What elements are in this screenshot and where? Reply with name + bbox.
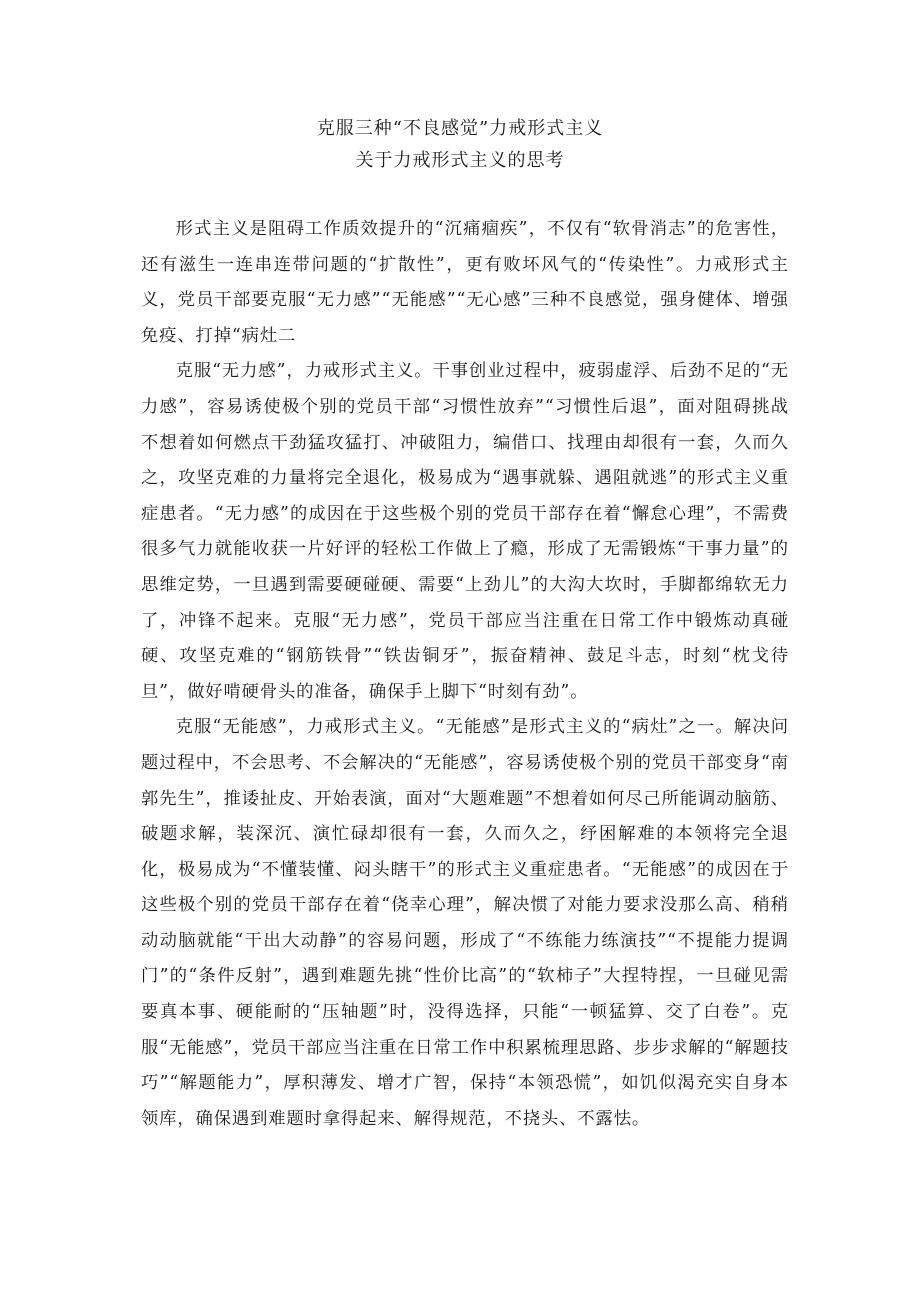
paragraph-powerlessness: 克服“无力感”，力戒形式主义。干事创业过程中，疲弱虚浮、后劲不足的“无力感”，容易诱使极个别的党员干部“习惯性放弃”“习惯性后退”，面对阻碍挑战不想着如何燃点干劲猛攻猛打、冲破阻力，编借口、找理由却很有一套，久而久之，攻坚克难的力量将完全退化，极易成为“遇事就躲、遇阻就逃”的形式主义重症患者。“无力感”的成因在于这些极个别的党员干部存在着“懈怠心理”，不需费很多气力就能收获一片好评的轻松工作做上了瘾，形成了无需锻炼“干事力量”的思维定势，一旦遇到需要硬碰硬、需要“上劲儿”的大沟大坎时，手脚都绵软无力了，冲锋不起来。克服“无力感”，党员干部应当注重在日常工作中锻炼动真碰硬、攻坚克难的“钢筋铁骨”“铁齿铜牙”，振奋精神、鼓足斗志，时刻“枕戈待旦”，做好啃硬骨头的准备，确保手上脚下“时刻有劲”。 [141, 361, 789, 702]
title-block [0, 113, 920, 177]
document-subtitle: 关于力戒形式主义的思考 [355, 150, 565, 171]
paragraph-intro: 形式主义是阻碍工作质效提升的“沉痛痼疾”，不仅有“软骨消志”的危害性，还有滋生一连串连带问题的“扩散性”，更有败坏风气的“传染性”。力戒形式主义，党员干部要克服“无力感”“无能感”“无心感”三种不良感觉，强身健体、增强免疫、打掉“病灶二 [141, 219, 789, 346]
paragraph-incompetence: 克服“无能感”，力戒形式主义。“无能感”是形式主义的“病灶”之一。解决问题过程中，不会思考、不会解决的“无能感”，容易诱使极个别的党员干部变身“南郭先生”，推诿扯皮、开始表演，面对“大题难题”不想着如何尽己所能调动脑筋、破题求解，装深沉、演忙碌却很有一套，久而久之，纾困解难的本领将完全退化，极易成为“不懂装懂、闷头瞎干”的形式主义重症患者。“无能感”的成因在于这些极个别的党员干部存在着“侥幸心理”，解决惯了对能力要求没那么高、稍稍动动脑就能“干出大动静”的容易问题，形成了“不练能力练演技”“不提能力提调门”的“条件反射”，遇到难题先挑“性价比高”的“软柿子”大捏特捏，一旦碰见需要真本事、硬能耐的“压轴题”时，没得选择，只能“一顿猛算、交了白卷”。克服“无能感”，党员干部应当注重在日常工作中积累梳理思路、步步求解的“解题技巧”“解题能力”，厚积薄发、增才广智，保持“本领恐慌”，如饥似渴充实自身本领库，确保遇到难题时拿得起来、解得规范，不挠头、不露怯。 [141, 717, 789, 1129]
document-title: 克服三种“不良感觉”力戒形式主义 [316, 118, 604, 139]
document-body [141, 212, 789, 1137]
